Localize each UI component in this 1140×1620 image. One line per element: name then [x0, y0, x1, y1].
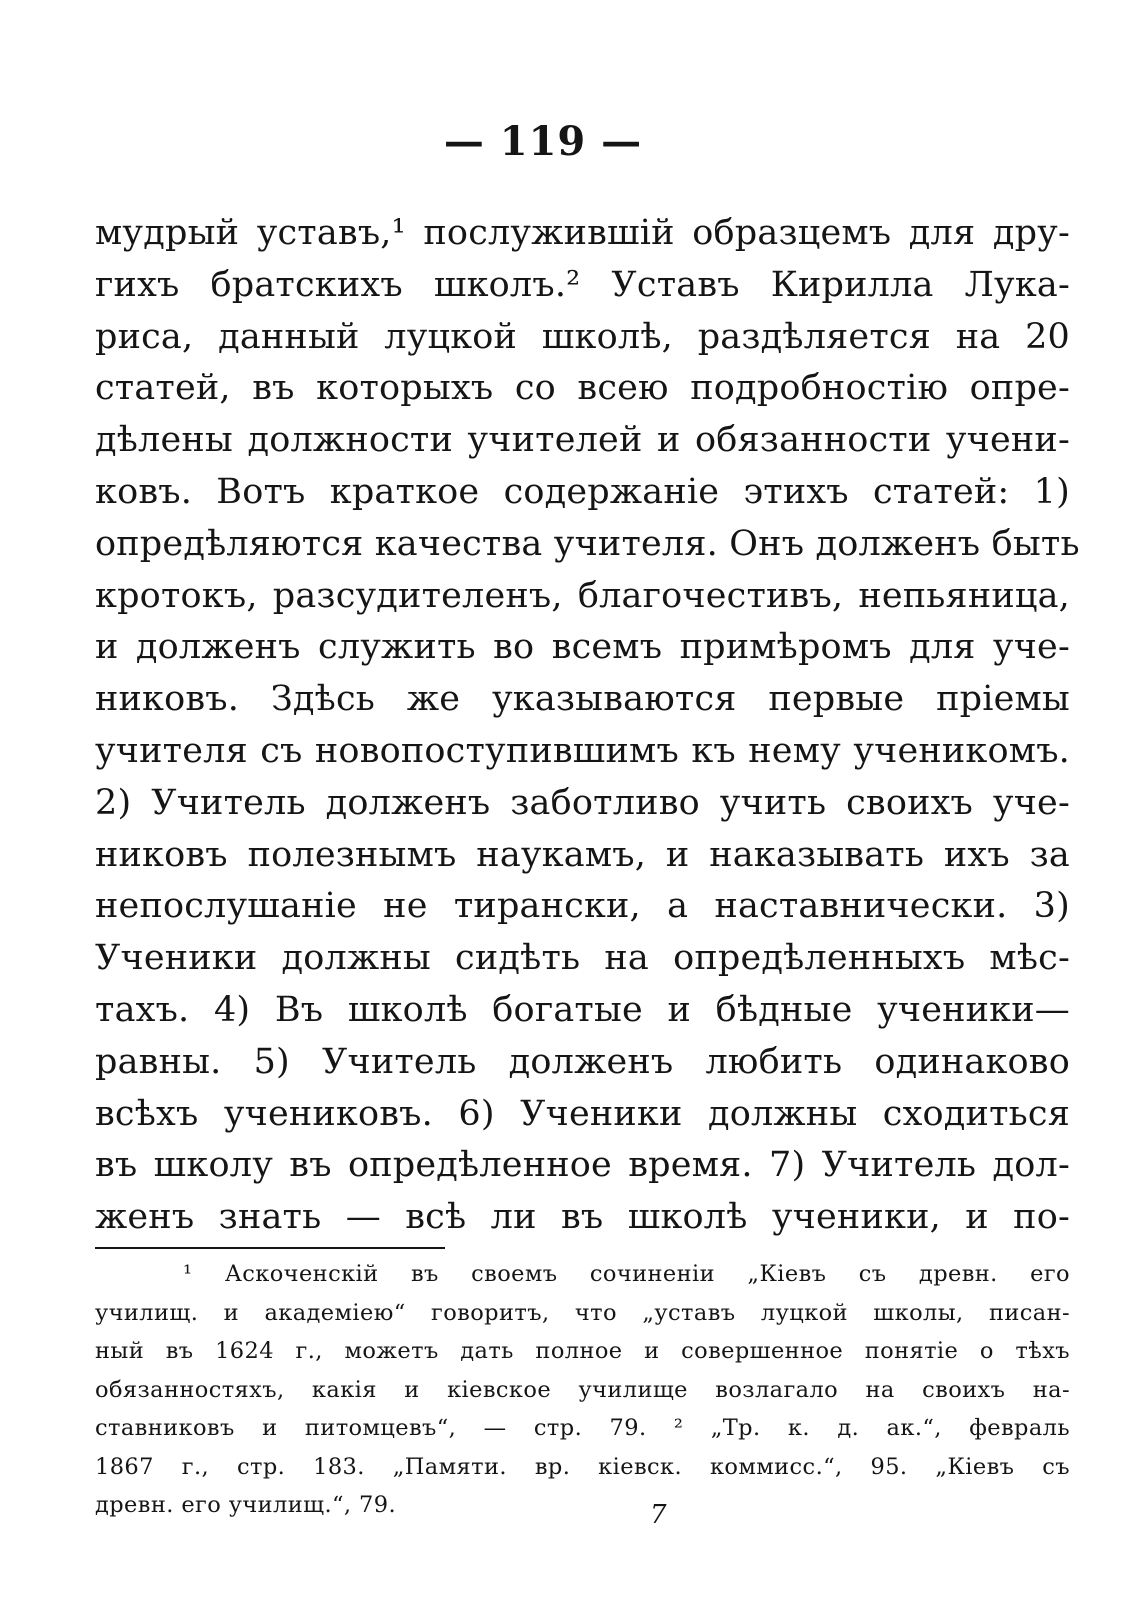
text-line: 2) Учитель долженъ заботливо учить своихъ уче-: [95, 782, 1070, 823]
footnote-line: древн. его училищ.“, 79.: [95, 1492, 397, 1518]
footnote-line: 1867 г., стр. 183. „Памяти. вр. кіевск. коммисс.“, 95. „Кіевъ съ: [95, 1453, 1070, 1480]
body-text: [95, 208, 1080, 1244]
text-line: опредѣляются качества учителя. Онъ долженъ быть: [95, 523, 1080, 564]
text-line: гихъ братскихъ школъ.² Уставъ Кирилла Лука-: [95, 264, 1070, 305]
page-number: — 119 —: [443, 118, 643, 165]
text-line: никовъ. Здѣсь же указываются первые пріемы: [95, 679, 1070, 720]
text-line: учителя съ новопоступившимъ къ нему ученикомъ.: [95, 730, 1070, 771]
text-line: риса, данный луцкой школѣ, раздѣляется на 20: [95, 316, 1070, 357]
footnotes: [95, 1255, 1070, 1525]
text-line: никовъ полезнымъ наукамъ, и наказывать ихъ за: [95, 834, 1070, 875]
text-line: мудрый уставъ,¹ послужившій образцемъ для дру-: [95, 213, 1070, 253]
text-line: Ученики должны сидѣть на опредѣленныхъ мѣс-: [95, 938, 1070, 979]
text-line: всѣхъ учениковъ. 6) Ученики должны сходиться: [95, 1093, 1070, 1134]
text-line: дѣлены должности учителей и обязанности учени-: [95, 420, 1070, 461]
footnote-line: ставниковъ и питомцевъ“, — стр. 79. ² „Тр. к. д. ак.“, февраль: [95, 1415, 1070, 1441]
text-line: и долженъ служить во всемъ примѣромъ для уче-: [95, 627, 1070, 668]
text-line: равны. 5) Учитель долженъ любить одинаково: [95, 1041, 1070, 1082]
footnote-line: училищ. и академіею“ говоритъ, что „уставъ луцкой школы, писан-: [95, 1299, 1070, 1326]
footnote-separator: [95, 1247, 445, 1249]
footnote-line: обязанностяхъ, какія и кіевское училище возлагало на своихъ на-: [95, 1376, 1070, 1403]
signature-mark: 7: [650, 1500, 667, 1530]
text-line: непослушаніе не тирански, а наставнически. 3): [95, 886, 1070, 927]
text-line: статей, въ которыхъ со всею подробностію опре-: [95, 368, 1070, 409]
footnote-line: ный въ 1624 г., можетъ дать полное и совершенное понятіе о тѣхъ: [95, 1338, 1070, 1364]
text-line: тахъ. 4) Въ школѣ богатые и бѣдные ученики—: [95, 989, 1070, 1030]
text-line: кротокъ, разсудителенъ, благочестивъ, непьяница,: [95, 575, 1070, 616]
footnote-line: ¹ Аскоченскій въ своемъ сочиненіи „Кіевъ съ древн. его: [183, 1261, 1070, 1287]
text-line: женъ знать — всѣ ли въ школѣ ученики, и по-: [95, 1197, 1070, 1238]
text-line: ковъ. Вотъ краткое содержаніе этихъ статей: 1): [95, 471, 1070, 512]
text-line: въ школу въ опредѣленное время. 7) Учитель дол-: [95, 1145, 1070, 1186]
